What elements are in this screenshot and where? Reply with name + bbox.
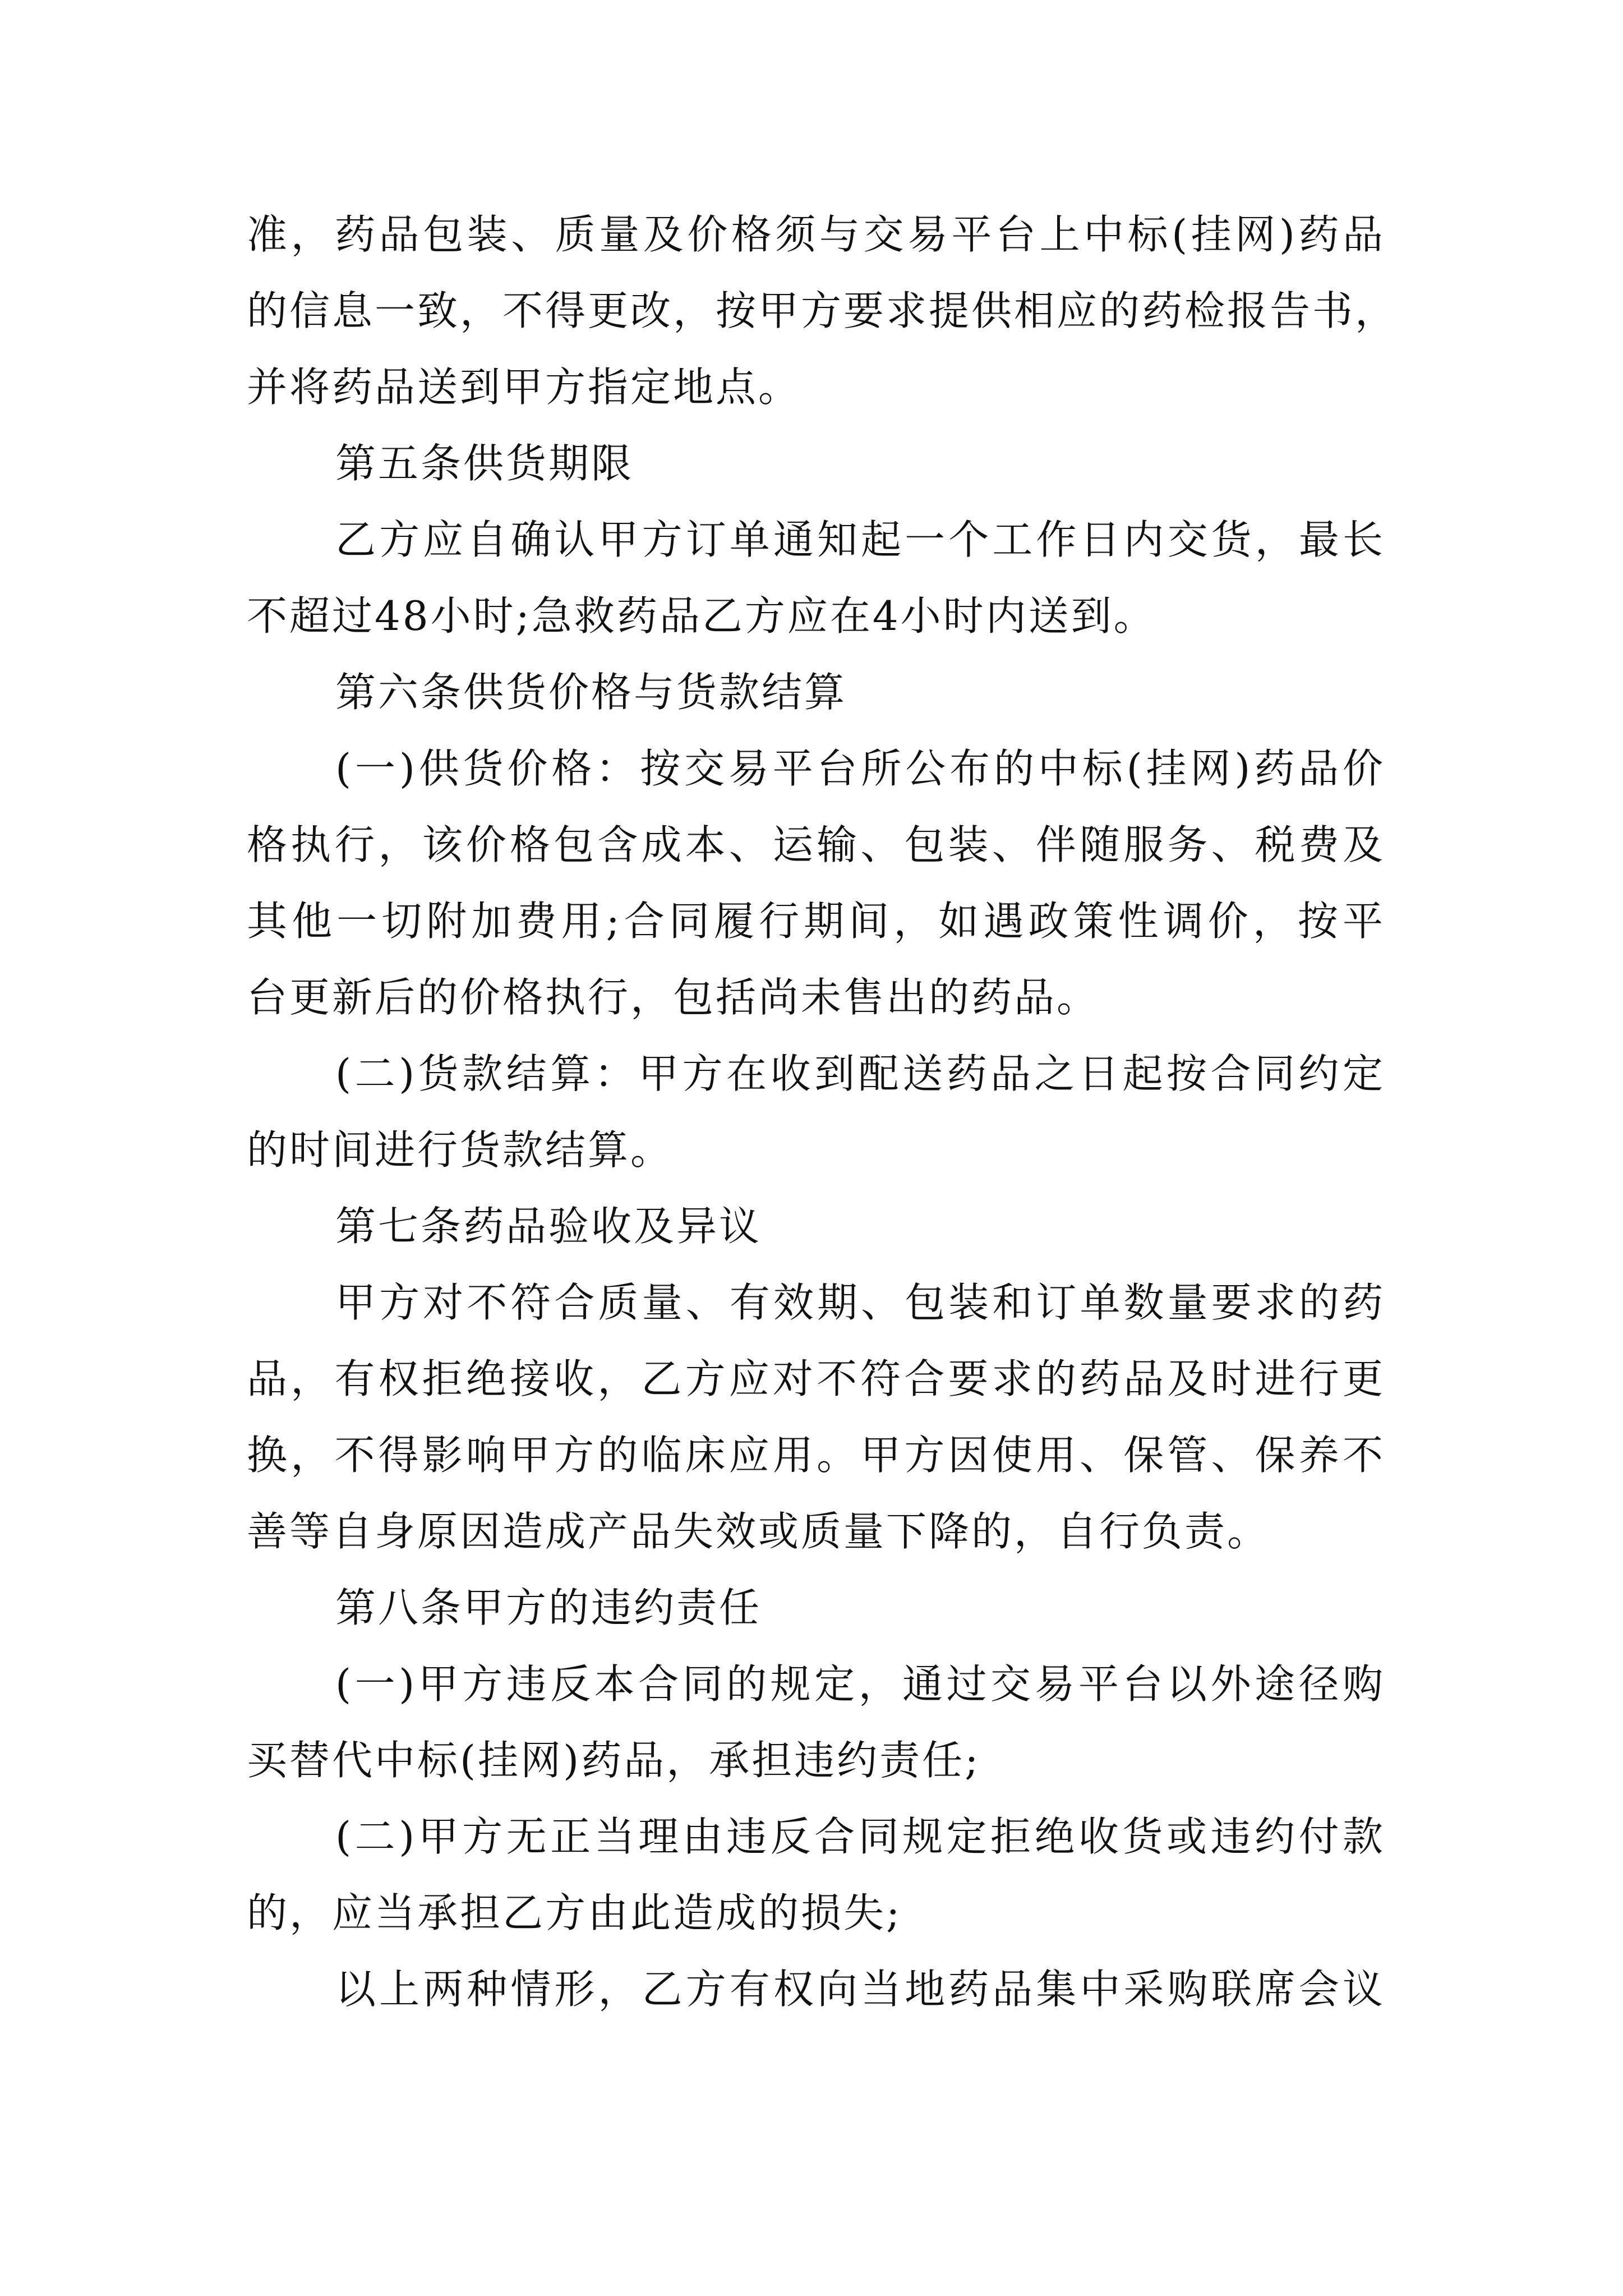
text-line-9: 格执行，该价格包含成本、运输、包装、伴随服务、税费及 bbox=[247, 821, 1385, 868]
text-line-12: (二)货款结算：甲方在收到配送药品之日起按合同约定 bbox=[335, 1050, 1385, 1097]
text-line-20: (一)甲方违反本合同的规定，通过交易平台以外途径购 bbox=[335, 1660, 1385, 1708]
text-line-6: 不超过48小时;急救药品乙方应在4小时内送到。 bbox=[247, 592, 1156, 639]
text-line-22: (二)甲方无正当理由违反合同规定拒绝收货或违约付款 bbox=[335, 1813, 1385, 1860]
text-line-18: 善等自身原因造成产品失效或质量下降的，自行负责。 bbox=[247, 1508, 1270, 1555]
text-line-8: (一)供货价格：按交易平台所公布的中标(挂网)药品价 bbox=[335, 745, 1385, 792]
text-line-17: 换，不得影响甲方的临床应用。甲方因使用、保管、保养不 bbox=[247, 1432, 1385, 1479]
section-heading-article-6: 第六条供货价格与货款结算 bbox=[335, 669, 847, 716]
text-line-1: 准，药品包装、质量及价格须与交易平台上中标(挂网)药品 bbox=[247, 211, 1385, 258]
text-line-15: 甲方对不符合质量、有效期、包装和订单数量要求的药 bbox=[335, 1279, 1385, 1326]
text-line-16: 品，有权拒绝接收，乙方应对不符合要求的药品及时进行更 bbox=[247, 1355, 1385, 1402]
text-line-11: 台更新后的价格执行，包括尚未售出的药品。 bbox=[247, 974, 1100, 1021]
text-line-13: 的时间进行货款结算。 bbox=[247, 1126, 674, 1174]
text-line-21: 买替代中标(挂网)药品，承担违约责任; bbox=[247, 1737, 981, 1784]
text-line-5: 乙方应自确认甲方订单通知起一个工作日内交货，最长 bbox=[335, 516, 1385, 563]
text-line-2: 的信息一致，不得更改，按甲方要求提供相应的药检报告书， bbox=[247, 287, 1398, 334]
section-heading-article-8: 第八条甲方的违约责任 bbox=[335, 1584, 762, 1631]
section-heading-article-7: 第七条药品验收及异议 bbox=[335, 1203, 762, 1250]
contract-text-body bbox=[247, 196, 1398, 2027]
text-line-3: 并将药品送到甲方指定地点。 bbox=[247, 364, 801, 411]
text-line-24: 以上两种情形，乙方有权向当地药品集中采购联席会议 bbox=[335, 1966, 1385, 2013]
section-heading-article-5: 第五条供货期限 bbox=[335, 440, 634, 487]
text-line-23: 的，应当承担乙方由此造成的损失; bbox=[247, 1889, 902, 1936]
text-line-10: 其他一切附加费用;合同履行期间，如遇政策性调价，按平 bbox=[247, 898, 1385, 945]
